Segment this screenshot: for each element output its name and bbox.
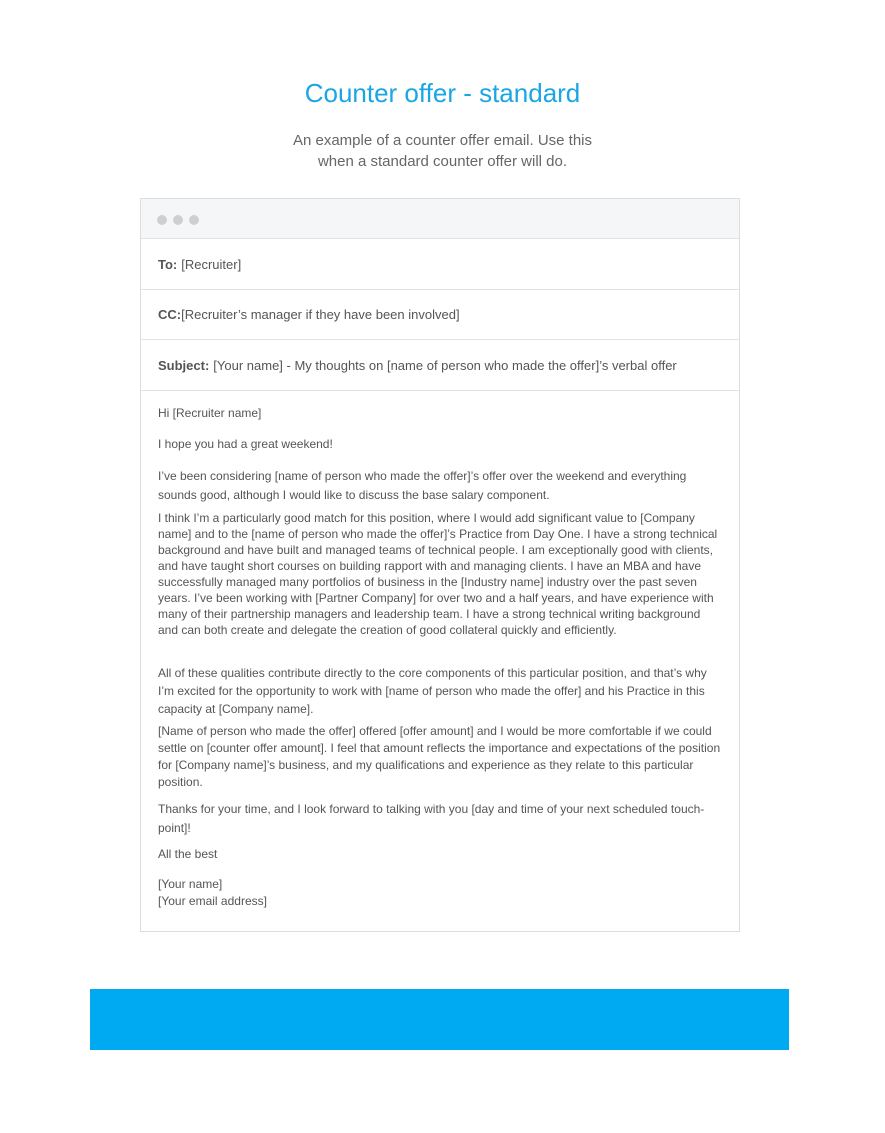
subject-value: [Your name] - My thoughts on [name of person who made the offer]’s verbal offer [213, 357, 677, 373]
window-dot-icon [157, 215, 167, 225]
footer-bar [90, 989, 789, 1050]
body-greeting: Hi [Recruiter name] [158, 406, 262, 420]
signature-name: [Your name] [158, 877, 223, 891]
to-value: [Recruiter] [181, 256, 242, 272]
window-chrome [141, 199, 739, 239]
cc-label: CC: [158, 307, 182, 322]
body-closing: All the best [158, 847, 218, 861]
page-subtitle [0, 130, 885, 172]
subject-field [141, 340, 739, 391]
cc-value: [Recruiter’s manager if they have been involved] [181, 307, 460, 322]
body-qualities: All of these qualities contribute directly to the core components of this particular position, and that’s why I’m excited for the opportunity to work with [name of person who made the offer] and his Practice in this capacity at [Company name]. [158, 666, 707, 716]
body-match: I think I’m a particularly good match for this position, where I would add significant value to [Company name] and to the [name of person who made the offer]’s Practice from Day One. I have a strong technical background and have built and managed teams of technical people. I am exceptionally good with clients, and have taught short courses on building rapport with and managing clients. I have an MBA and have successfully managed many portfolios of business in the [Industry name] industry over the past seven years. I’ve been working with [Partner Company] for over two and a half years, and have experience with many of their partnership managers and leadership team. I have a strong technical writing background and can both create and delegate the creation of good collateral quickly and efficiently. [158, 511, 718, 637]
page-title: Counter offer - standard [304, 78, 581, 108]
signature-email: [Your email address] [158, 894, 267, 908]
signature [158, 876, 722, 910]
email-window [140, 198, 740, 932]
window-dot-icon [189, 215, 199, 225]
body-considering: I’ve been considering [name of person who made the offer]’s offer over the weekend and everything sounds good, although I would like to discuss the base salary component. [158, 469, 687, 502]
to-label: To: [158, 256, 178, 272]
window-dot-icon [173, 215, 183, 225]
cc-field [141, 290, 739, 340]
body-offer: [Name of person who made the offer] offered [offer amount] and I would be more comfortable if we could settle on [counter offer amount]. I feel that amount reflects the importance and expectations of the position for [Company name]’s business, and my qualifications and experience as they relate to this particular position. [158, 724, 721, 789]
body-hope: I hope you had a great weekend! [158, 437, 333, 451]
body-thanks: Thanks for your time, and I look forward to talking with you [day and time of your next scheduled touch-point]! [158, 802, 705, 835]
subject-label: Subject: [158, 357, 210, 373]
subtitle-line-1: An example of a counter offer email. Use this [292, 132, 593, 149]
subtitle-line-2: when a standard counter offer will do. [317, 153, 568, 170]
to-field [141, 239, 739, 290]
email-body [141, 391, 739, 910]
